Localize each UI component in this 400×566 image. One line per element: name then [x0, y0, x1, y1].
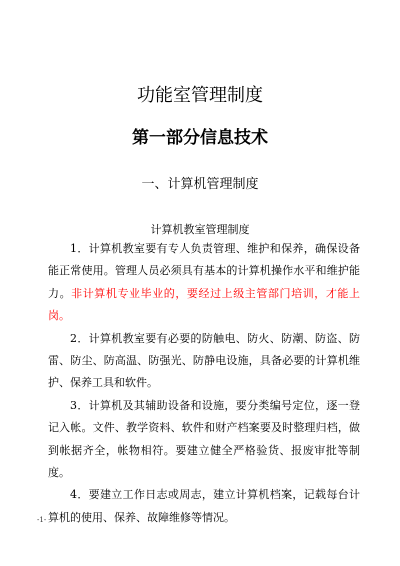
paragraph-1-highlight: 非计算机专业毕业的，要经过上级主管部门培训，才能上岗。 — [48, 286, 361, 323]
subsection-title: 计算机教室管理制度 — [150, 223, 250, 236]
paragraph-1 — [48, 238, 360, 328]
section-title: 一、计算机管理制度 — [141, 177, 259, 192]
paragraph-4: 4．要建立工作日志或周志，建立计算机档案，记载每台计算机的使用、保养、故障维修等情况。 — [48, 488, 360, 524]
part-title: 第一部分信息技术 — [132, 128, 268, 148]
paragraph-1-text: 1．计算机教室要有专人负责管理、维护和保养，确保设备能正常使用。管理人员必须具有基本的计算机操作水平和维护能力。 — [48, 242, 360, 300]
paragraph-3: 3．计算机及其辅助设备和设施，要分类编号定位，逐一登记入帐。文件、教学资料、软件和财产档案要及时整理归档，做到帐据齐全，帐物相符。要建立健全严格验货、报废审批等制度。 — [48, 398, 360, 480]
page-number: -1- — [37, 516, 47, 524]
paragraph-2: 2．计算机教室要有必要的防触电、防火、防潮、防盗、防雷、防尘、防高温、防强光、防静电设施，具备必要的计算机维护、保养工具和软件。 — [48, 331, 360, 390]
document-title: 功能室管理制度 — [137, 85, 263, 106]
document-body — [48, 238, 360, 529]
